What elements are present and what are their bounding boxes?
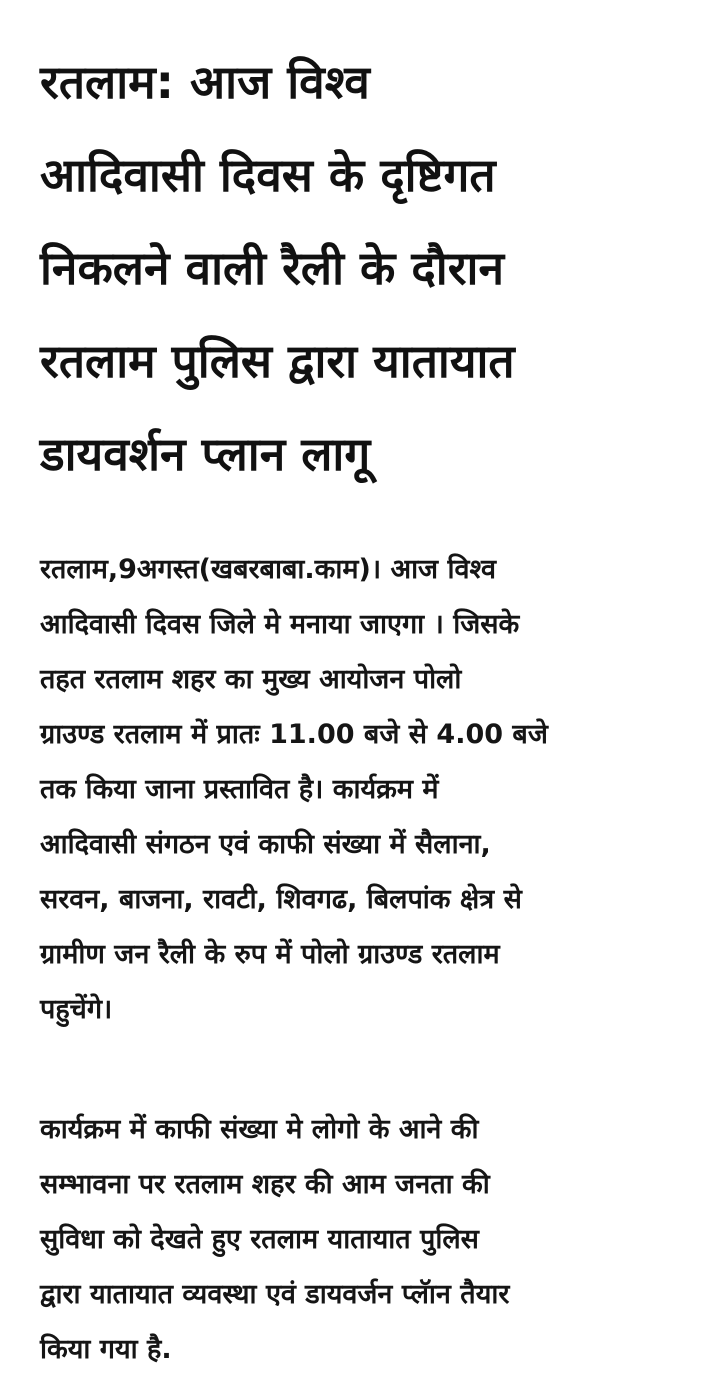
paragraph-line: कार्यक्रम में काफी संख्या मे लोगो के आने की: [40, 1114, 479, 1145]
headline-line: रतलाम: आज विश्व: [40, 55, 370, 109]
paragraph-line: सरवन, बाजना, रावटी, शिवगढ, बिलपांक क्षेत्र से: [40, 884, 522, 915]
paragraph-line: किया गया है.: [40, 1334, 172, 1365]
headline-line: निकलने वाली रैली के दौरान: [40, 241, 504, 295]
article-paragraph-1: [40, 542, 548, 1037]
news-article: [40, 0, 690, 1365]
headline-line: रतलाम पुलिस द्वारा यातायात: [40, 334, 515, 388]
paragraph-line: रतलाम,9अगस्त(खबरबाबा.काम)। आज विश्व: [40, 554, 496, 585]
paragraph-line: तहत रतलाम शहर का मुख्य आयोजन पोलो: [40, 664, 462, 695]
paragraph-line: ग्रामीण जन रैली के रुप में पोलो ग्राउण्ड रतलाम: [40, 939, 500, 970]
article-headline: [40, 0, 690, 501]
paragraph-line: सुविधा को देखते हुए रतलाम यातायात पुलिस: [40, 1224, 479, 1255]
paragraph-line: तक किया जाना प्रस्तावित है। कार्यक्रम में: [40, 774, 439, 805]
paragraph-line: ग्राउण्ड रतलाम में प्रातः 11.00 बजे से 4.00 बजे: [40, 719, 548, 750]
paragraph-line: आदिवासी संगठन एवं काफी संख्या में सैलाना,: [40, 829, 491, 860]
headline-line: आदिवासी दिवस के दृष्टिगत: [40, 148, 496, 202]
paragraph-line: द्वारा यातायात व्यवस्था एवं डायवर्जन प्लॅान तैयार: [40, 1279, 510, 1310]
headline-line: डायवर्शन प्लान लागू: [40, 427, 371, 481]
paragraph-line: पहुचेंगे।: [40, 994, 113, 1025]
article-paragraph-2: [40, 1102, 509, 1377]
paragraph-line: आदिवासी दिवस जिले मे मनाया जाएगा । जिसके: [40, 609, 520, 640]
paragraph-line: सम्भावना पर रतलाम शहर की आम जनता की: [40, 1169, 490, 1200]
